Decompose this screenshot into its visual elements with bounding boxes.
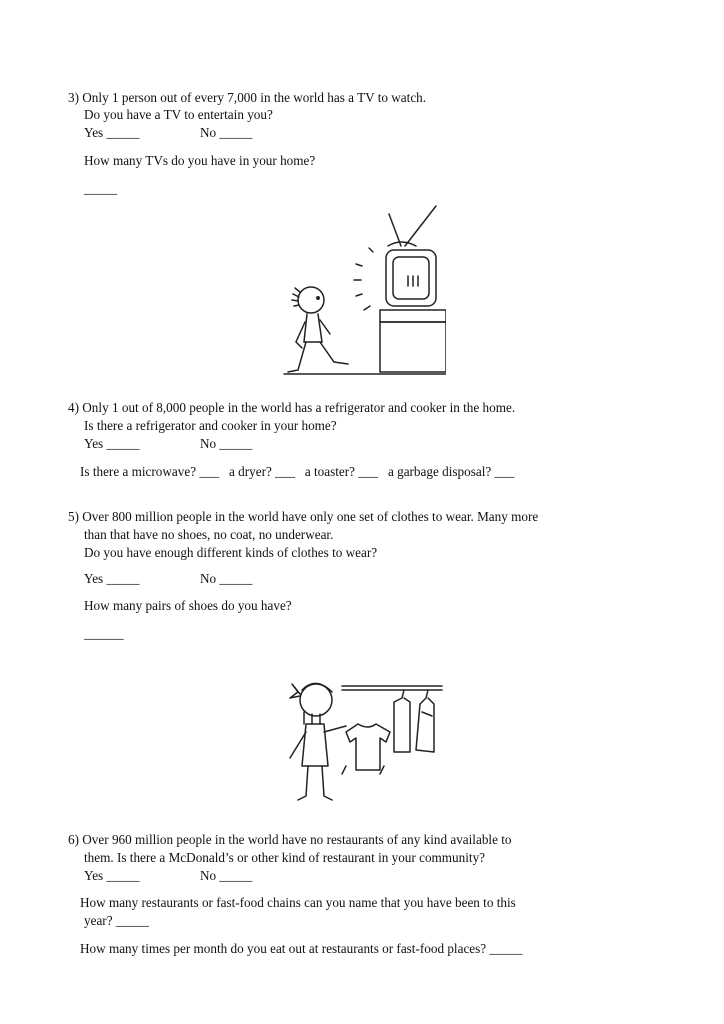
q3-statement: 3) Only 1 person out of every 7,000 in the world has a TV to watch. [68, 90, 427, 105]
tv-child-illustration [276, 202, 446, 378]
q6-restaurants-answer[interactable]: year? _____ [84, 913, 149, 928]
q4-prompt: Is there a refrigerator and cooker in your home? [84, 418, 337, 433]
q6-eat-out-question[interactable]: How many times per month do you eat out at restaurants or fast-food places? _____ [80, 941, 523, 956]
q3-prompt: Do you have a TV to entertain you? [84, 107, 273, 122]
q6-yes-answer[interactable]: Yes _____ [84, 868, 140, 883]
q4-appliance-question[interactable]: Is there a microwave? ___ a dryer? ___ a toaster? ___ a garbage disposal? ___ [80, 464, 515, 479]
q5-question: How many pairs of shoes do you have? [84, 598, 292, 613]
q3-answer-blank[interactable]: _____ [84, 181, 117, 196]
q6-restaurants-question: How many restaurants or fast-food chains can you name that you have been to this [80, 895, 516, 910]
q4-no-answer[interactable]: No _____ [200, 436, 253, 451]
q5-no-answer[interactable]: No _____ [200, 571, 253, 586]
clothes-rack-girl-illustration [276, 662, 446, 806]
q3-question: How many TVs do you have in your home? [84, 153, 316, 168]
q6-no-answer[interactable]: No _____ [200, 868, 253, 883]
q5-answer-blank[interactable]: ______ [84, 626, 124, 641]
q3-no-answer[interactable]: No _____ [200, 125, 253, 140]
q3-yes-answer[interactable]: Yes _____ [84, 125, 140, 140]
q6-prompt: them. Is there a McDonald’s or other kind of restaurant in your community? [84, 850, 486, 865]
q4-statement: 4) Only 1 out of 8,000 people in the world has a refrigerator and cooker in the home. [68, 400, 516, 415]
q5-prompt: Do you have enough different kinds of clothes to wear? [84, 545, 378, 560]
q4-yes-answer[interactable]: Yes _____ [84, 436, 140, 451]
q5-statement-cont: than that have no shoes, no coat, no underwear. [84, 527, 334, 542]
q6-statement: 6) Over 960 million people in the world have no restaurants of any kind available to [68, 832, 512, 847]
q5-yes-answer[interactable]: Yes _____ [84, 571, 140, 586]
q5-statement: 5) Over 800 million people in the world have only one set of clothes to wear. Many more [68, 509, 539, 524]
